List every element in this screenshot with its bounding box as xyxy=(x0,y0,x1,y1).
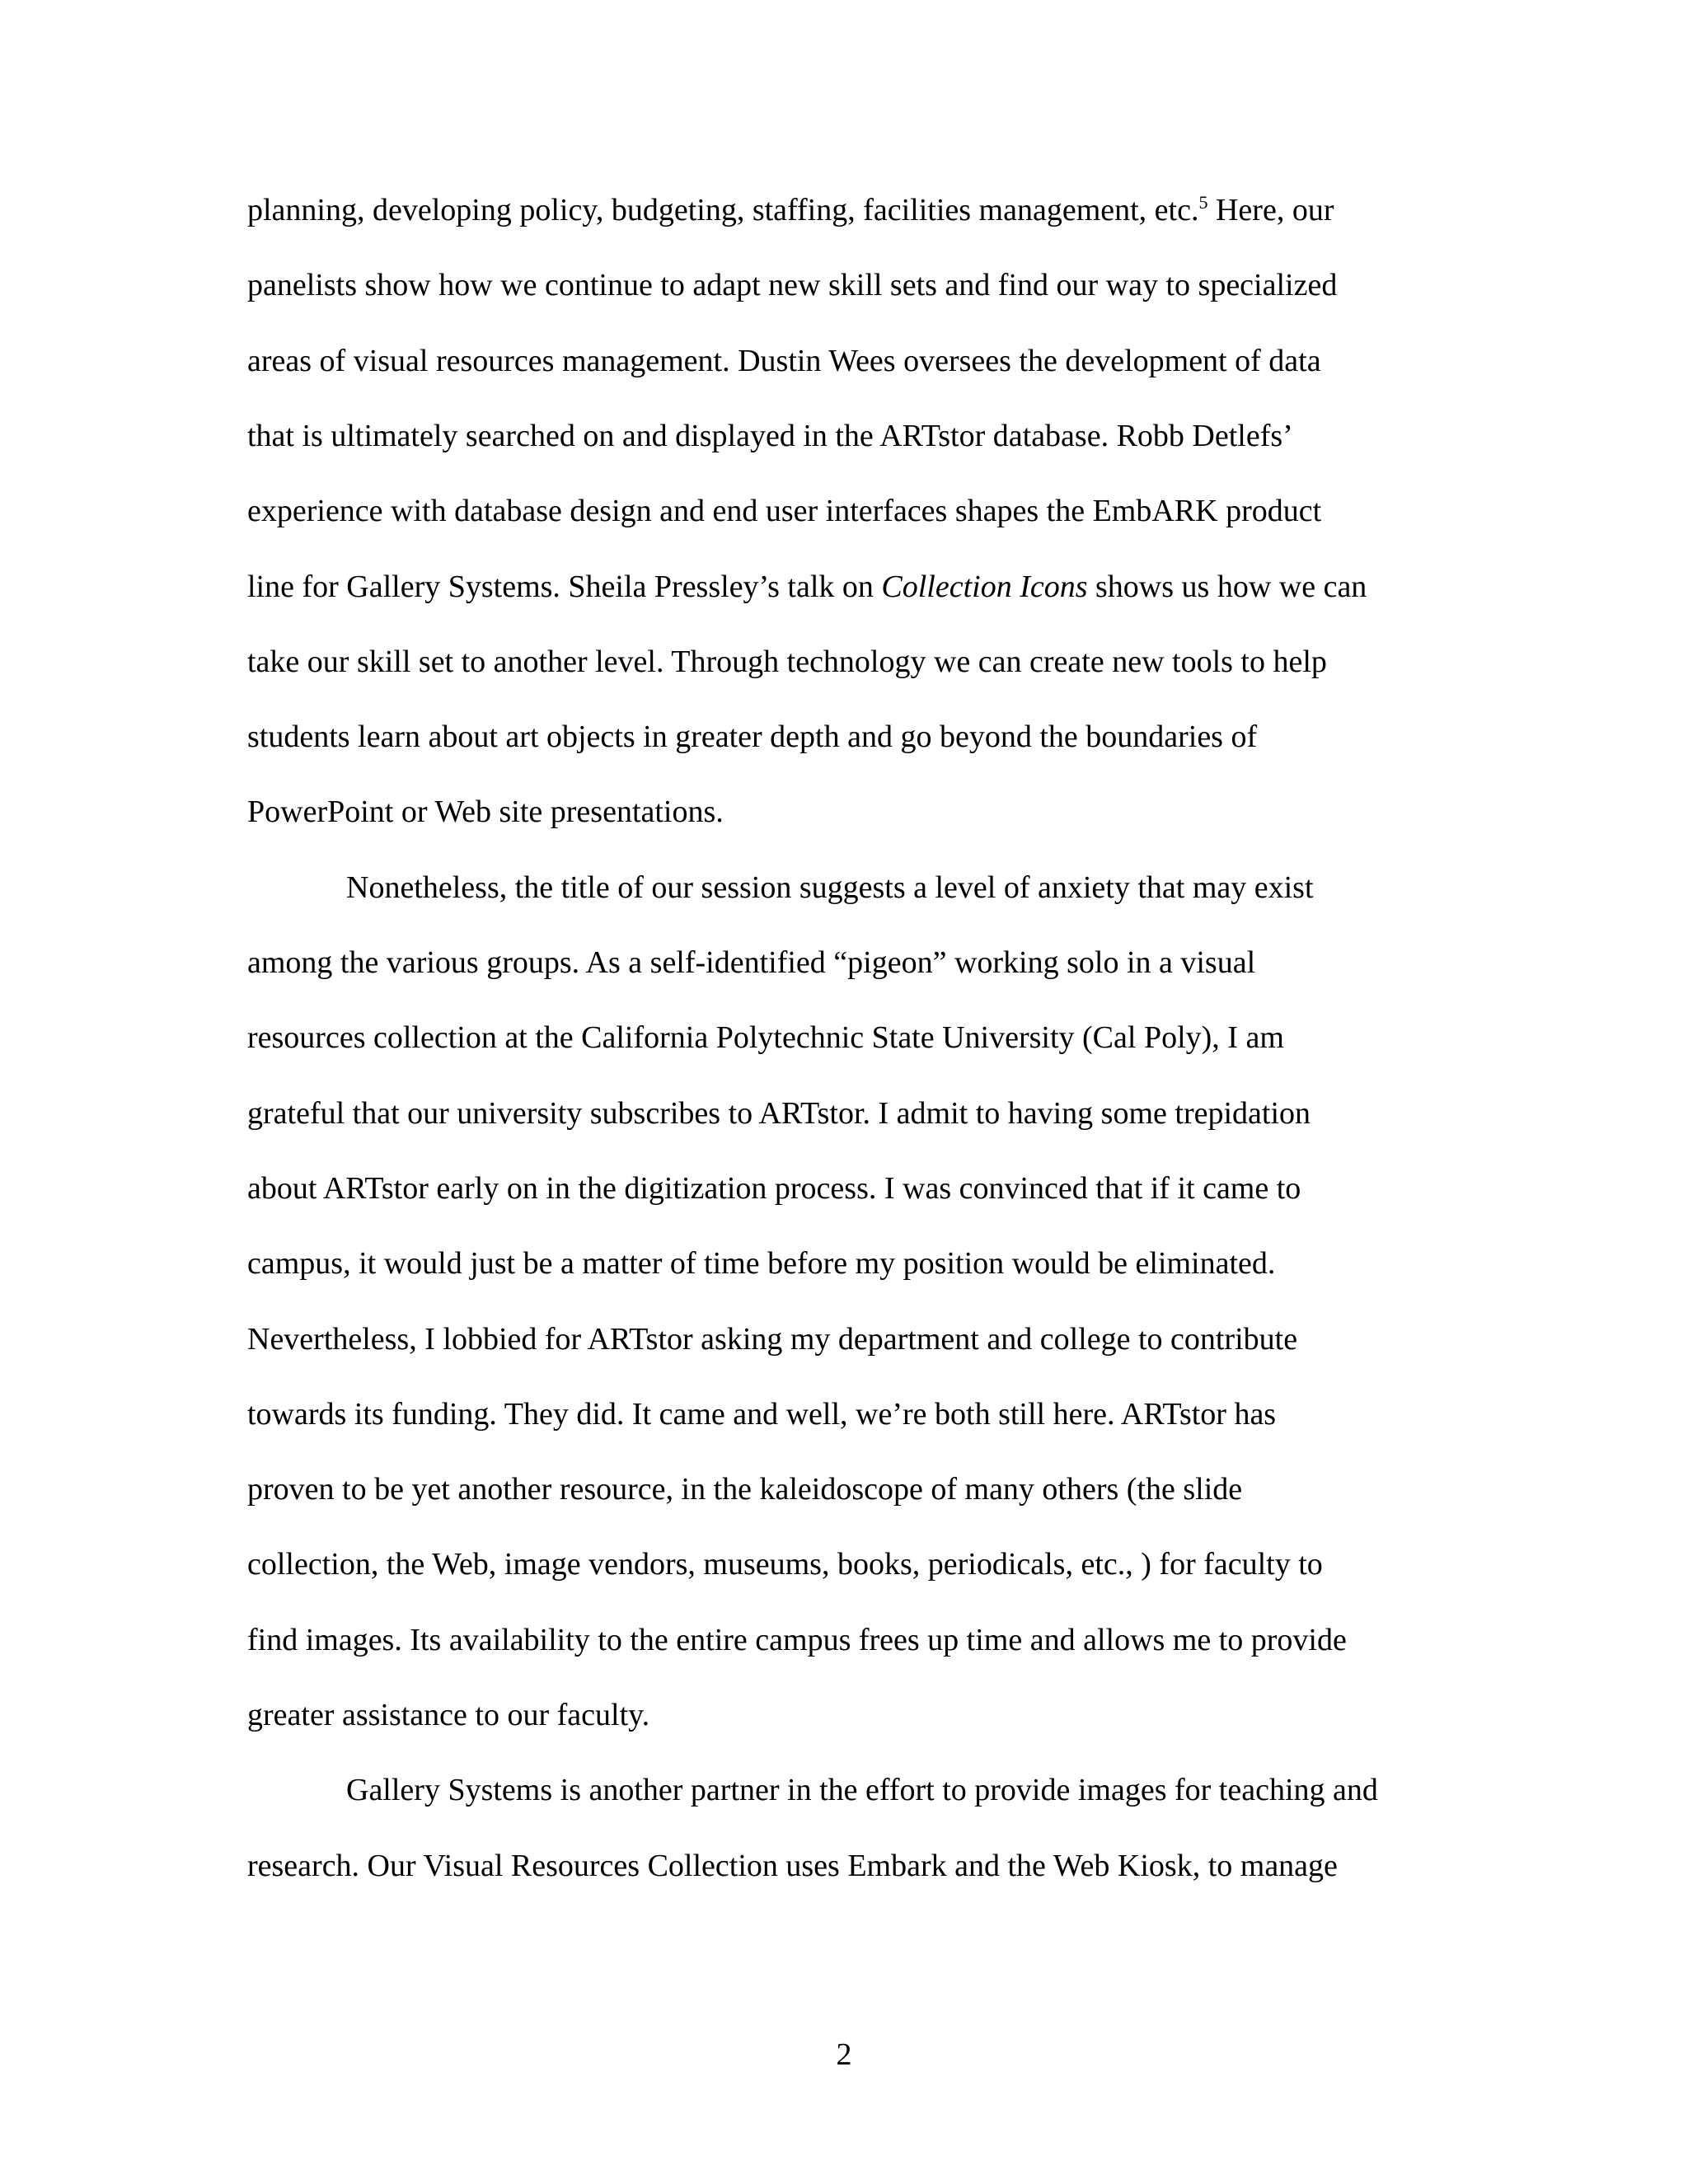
page-number: 2 xyxy=(836,2037,852,2072)
text-segment: take our skill set to another level. Through technology we can create new tools to help xyxy=(247,644,1327,679)
text-segment: panelists show how we continue to adapt new skill sets and find our way to specialized xyxy=(247,268,1338,303)
text-line xyxy=(247,191,1334,229)
text-segment: line for Gallery Systems. Sheila Pressley’s talk on xyxy=(247,569,882,604)
text-line xyxy=(247,1621,1347,1659)
text-segment: greater assistance to our faculty. xyxy=(247,1698,650,1732)
footnote-marker: 5 xyxy=(1198,192,1208,213)
text-segment: Nonetheless, the title of our session suggests a level of anxiety that may exist xyxy=(346,869,1314,905)
text-segment: towards its funding. They did. It came and well, we’re both still here. ARTstor has xyxy=(247,1396,1277,1432)
text-segment: among the various groups. As a self-identified “pigeon” working solo in a visual xyxy=(247,945,1256,980)
text-line xyxy=(247,1395,1276,1433)
text-segment: find images. Its availability to the entire campus frees up time and allows me to provide xyxy=(247,1622,1347,1657)
text-line xyxy=(247,1847,1338,1885)
text-line xyxy=(346,1771,1378,1809)
text-line xyxy=(247,1094,1311,1132)
text-segment: experience with database design and end user interfaces shapes the EmbARK product xyxy=(247,494,1322,529)
text-segment: Here, our xyxy=(1207,193,1334,227)
text-line xyxy=(247,492,1321,530)
text-line xyxy=(346,869,1314,907)
text-segment: Gallery Systems is another partner in the effort to provide images for teaching and xyxy=(346,1773,1378,1808)
text-segment: about ARTstor early on in the digitization process. I was convinced that if it came to xyxy=(247,1170,1301,1206)
text-line xyxy=(247,342,1321,380)
text-line xyxy=(247,1244,1275,1282)
text-line xyxy=(247,1320,1297,1358)
text-segment: students learn about art objects in greater depth and go beyond the boundaries of xyxy=(247,719,1258,755)
text-segment: campus, it would just be a matter of time before my position would be eliminated. xyxy=(247,1246,1276,1282)
text-line xyxy=(247,1019,1284,1057)
text-segment: resources collection at the California Polytechnic State University (Cal Poly), I am xyxy=(247,1020,1284,1056)
text-line xyxy=(247,718,1257,756)
text-segment: research. Our Visual Resources Collection uses Embark and the Web Kiosk, to manage xyxy=(247,1848,1338,1883)
text-line xyxy=(247,266,1337,304)
text-line xyxy=(247,793,724,831)
text-line xyxy=(247,944,1255,982)
text-segment: planning, developing policy, budgeting, staffing, facilities management, etc. xyxy=(247,193,1199,227)
text-segment: that is ultimately searched on and displayed in the ARTstor database. Robb Detlefs’ xyxy=(247,418,1293,453)
text-line xyxy=(247,1169,1301,1207)
text-line xyxy=(247,1696,649,1734)
italic-title: Collection Icons xyxy=(881,569,1088,604)
text-segment: PowerPoint or Web site presentations. xyxy=(247,794,724,830)
text-segment: Nevertheless, I lobbied for ARTstor asking my department and college to contribute xyxy=(247,1321,1298,1357)
text-line xyxy=(247,568,1367,606)
text-segment: areas of visual resources management. Dustin Wees oversees the development of data xyxy=(247,343,1321,378)
text-segment: grateful that our university subscribes to ARTstor. I admit to having some trepidation xyxy=(247,1095,1311,1131)
text-line xyxy=(247,1545,1323,1583)
text-line xyxy=(247,1470,1242,1508)
text-line xyxy=(247,643,1327,681)
text-line xyxy=(247,417,1293,455)
text-segment: proven to be yet another resource, in the kaleidoscope of many others (the slide xyxy=(247,1472,1243,1507)
text-segment: shows us how we can xyxy=(1087,569,1367,604)
text-segment: collection, the Web, image vendors, museums, books, periodicals, etc., ) for faculty to xyxy=(247,1547,1323,1582)
